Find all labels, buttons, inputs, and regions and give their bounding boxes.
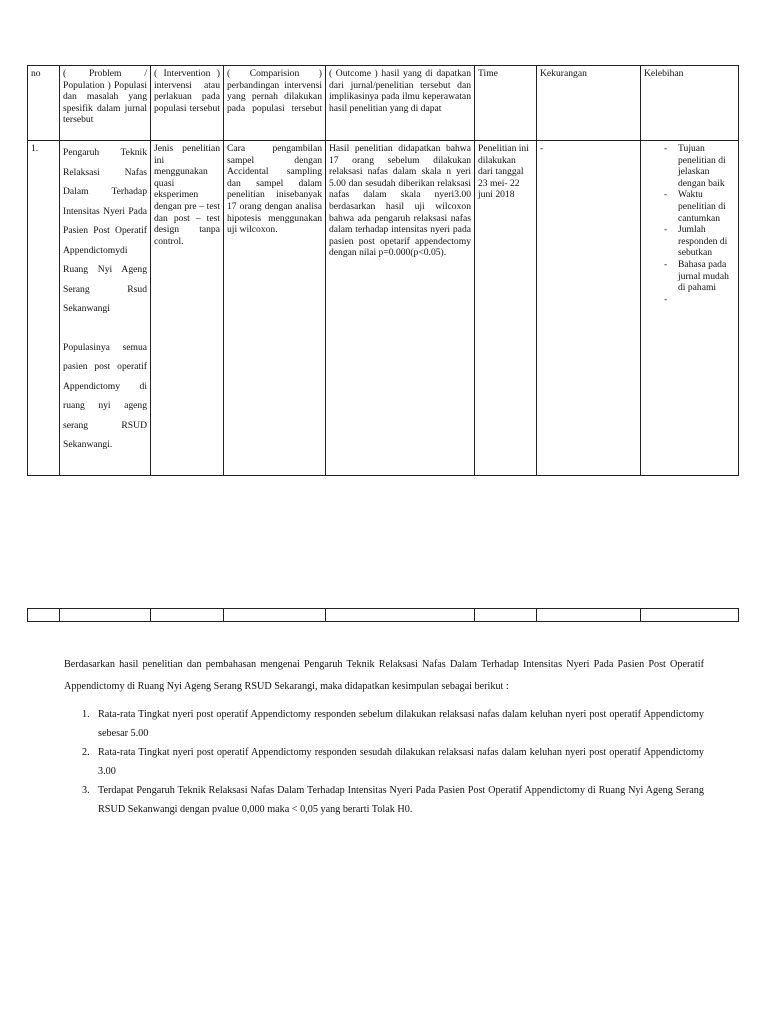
cell-outcome: Hasil penelitian didapatkan bahwa 17 orang sebelum dilakukan relaksasi nafas dalam skala n yeri 5.00 dan sesudah diberikan relaksasi nafas dalam skala nyeri3.00 berdasarkan hasil uji wilcoxon bahwa ada pengaruh relaksasi nafas dalam terhadap intensitas nyeri pada pasien post opetarif appendectomy dengan nilai p=0.000(p<0.05). <box>326 141 475 476</box>
empty-cell <box>537 609 641 622</box>
cell-intervention: Jenis penelitian ini menggunakan quasi eksperimen dengan pre – test dan post – test design tanpa control. <box>151 141 224 476</box>
empty-cell <box>641 609 739 622</box>
item-text: Rata-rata Tingkat nyeri post operatif Appendictomy responden sesudah dilakukan relaksasi nafas dalam keluhan nyeri post operatif Appendictomy 3.00 <box>98 747 704 777</box>
conclusion-list <box>64 705 704 819</box>
cell-problem <box>60 141 151 476</box>
item-number: 1. <box>82 709 90 720</box>
header-problem: ( Problem / Population ) Populasi dan masalah yang spesifik dalam jurnal tersebut <box>60 66 151 141</box>
list-item: - Tujuan penelitian di jelaskan dengan baik <box>664 143 735 189</box>
conclusion-section <box>64 654 704 819</box>
header-comparison: ( Comparision ) perbandingan intervensi yang pernah dilakukan pada populasi tersebut <box>224 66 326 141</box>
cell-kekurangan: - <box>537 141 641 476</box>
problem-title: Pengaruh Teknik Relaksasi Nafas Dalam Terhadap Intensitas Nyeri Pada Pasien Post Operatif Appendictomydi Ruang Nyi Ageng Serang Rsud Sekanwangi <box>63 147 147 314</box>
item-number: 3. <box>82 785 90 796</box>
empty-cell <box>224 609 326 622</box>
table-header-row <box>28 66 739 141</box>
empty-cell <box>28 609 60 622</box>
header-kekurangan: Kekurangan <box>537 66 641 141</box>
conclusion-intro: Berdasarkan hasil penelitian dan pembahasan mengenai Pengaruh Teknik Relaksasi Nafas Dalam Terhadap Intensitas Nyeri Pada Pasien Post Operatif Appendictomy di Ruang Nyi Ageng Serang RSUD Sekarangi, maka didapatkan kesimpulan sebagai berikut : <box>64 659 704 692</box>
cell-no: 1. <box>28 141 60 476</box>
cell-kelebihan <box>641 141 739 476</box>
table-row <box>28 141 739 476</box>
header-time: Time <box>475 66 537 141</box>
empty-table-row <box>27 608 739 622</box>
empty-cell <box>326 609 475 622</box>
empty-cell <box>60 609 151 622</box>
pico-table <box>27 65 739 476</box>
list-item <box>64 743 704 781</box>
problem-population: Populasinya semua pasien post operatif Appendictomy di ruang nyi ageng serang RSUD Sekanwangi. <box>63 341 147 450</box>
item-number: 2. <box>82 747 90 758</box>
cell-comparison: Cara pengambilan sampel dengan Accidental sampling dan sampel dalam penelitian inisebanyak 17 orang dengan analisa hipotesis menggunakan uji wilcoxon. <box>224 141 326 476</box>
header-kelebihan: Kelebihan <box>641 66 739 141</box>
kelebihan-list <box>644 143 735 294</box>
header-outcome: ( Outcome ) hasil yang di dapatkan dari jurnal/penelitian tersebut dan implikasinya pada ilmu keperawatan hasil penelitian yang di dapat <box>326 66 475 141</box>
cell-time: Penelitian ini dilakukan dari tanggal 23 mei- 22 juni 2018 <box>475 141 537 476</box>
list-item: - Bahasa pada jurnal mudah di pahami <box>664 259 735 294</box>
list-item: - Jumlah responden di sebutkan <box>664 224 735 259</box>
empty-cell <box>151 609 224 622</box>
header-intervention: ( Intervention ) intervensi atau perlakuan pada populasi tersebut <box>151 66 224 141</box>
item-text: Rata-rata Tingkat nyeri post operatif Appendictomy responden sebelum dilakukan relaksasi nafas dalam keluhan nyeri post operatif Appendictomy sebesar 5.00 <box>98 709 704 739</box>
item-text: Terdapat Pengaruh Teknik Relaksasi Nafas Dalam Terhadap Intensitas Nyeri Pada Pasien Post Operatif Appendictomy di Ruang Nyi Ageng Serang RSUD Sekanwangi dengan pvalue 0,000 maka < 0,05 yang berarti Tolak H0. <box>98 785 704 815</box>
list-item: - Waktu penelitian di cantumkan <box>664 189 735 224</box>
list-item <box>64 781 704 819</box>
list-item <box>64 705 704 743</box>
empty-cell <box>475 609 537 622</box>
header-no: no <box>28 66 60 141</box>
